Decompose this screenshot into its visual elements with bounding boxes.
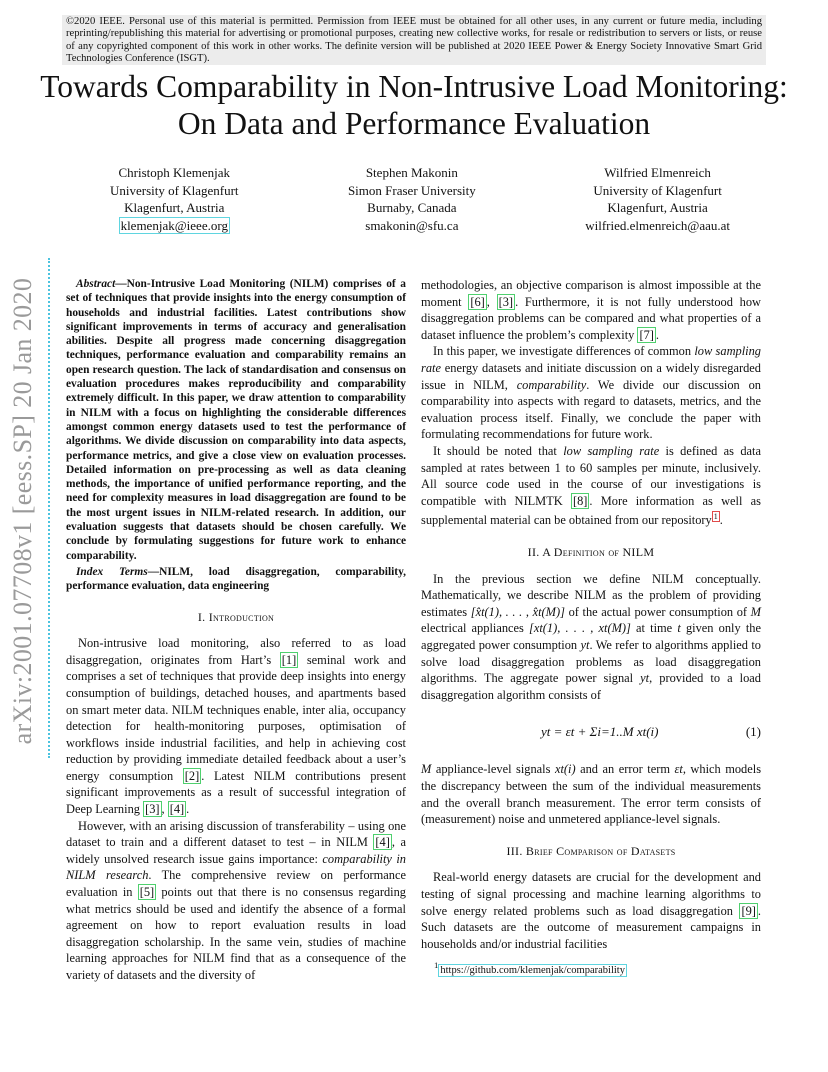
- citation-link[interactable]: [3]: [498, 294, 514, 309]
- author-affiliation: Simon Fraser University: [347, 182, 476, 198]
- section-heading-introduction: I. Introduction: [197, 609, 275, 624]
- text-span: .: [655, 327, 659, 342]
- author-3: [585, 164, 730, 234]
- equation-1: [421, 709, 761, 755]
- emphasis: low sampling rate: [421, 344, 761, 375]
- author-block: [110, 164, 730, 234]
- emphasis: comparability in NILM research: [66, 851, 406, 883]
- text-span: methodologies, an objective comparison is almost impossible at the moment: [421, 278, 761, 309]
- author-email: wilfried.elmenreich@aau.at: [585, 217, 730, 233]
- text-span: of the actual power consumption of: [564, 604, 751, 619]
- author-1: [110, 164, 239, 234]
- citation-link[interactable]: [5]: [139, 885, 155, 900]
- index-terms-lead: Index Terms: [76, 565, 148, 578]
- author-affiliation: University of Klagenfurt: [110, 182, 239, 198]
- author-email: smakonin@sfu.ca: [365, 217, 459, 233]
- text-span: . Such datasets are the outcome of measurement campaigns in households and/or industrial facilities: [421, 903, 761, 951]
- text-span: . Latest NILM contributions present significant improvements as a result of successful integration of Deep Learning: [66, 768, 407, 817]
- math-inline: yt: [580, 638, 590, 652]
- text-span: . Furthermore, it is not fully understood how disaggregation problems can be compared and what properties of a dataset influence the problem’s complexity: [421, 294, 761, 342]
- text-span: .: [186, 802, 190, 817]
- abstract: [66, 277, 406, 563]
- left-column: [66, 277, 406, 984]
- definition-paragraph-2: [421, 761, 761, 827]
- text-span: Non-intrusive load monitoring, also referred to as load disaggregation, originates from Hart’s: [66, 636, 406, 667]
- footnote: [434, 960, 627, 976]
- citation-link[interactable]: [7]: [639, 327, 654, 342]
- author-name: Wilfried Elmenreich: [604, 165, 711, 180]
- author-name: Stephen Makonin: [365, 165, 458, 180]
- arxiv-identifier[interactable]: arXiv:2001.07708v1 [eess.SP] 20 Jan 2020: [8, 277, 37, 745]
- citation-link[interactable]: [3]: [145, 802, 160, 817]
- text-span: ,: [486, 294, 497, 309]
- copyright-notice: ©2020 IEEE. Personal use of this material is permitted. Permission from IEEE must be obtained for all other uses, in any current or future media, including reprinting/republishing this material for advertising or promotional purposes, creating new collective works, for resale or redistribution to servers or lists, or reuse of any copyrighted component of this work in other works. The definite version will be published at 2020 IEEE Power & Energy Society Innovative Smart Grid Technologies Conference (ISGT).: [62, 15, 766, 65]
- index-terms: [66, 565, 406, 594]
- text-span: . We refer to algorithms applied to solve load disaggregation problems as load disaggregation algorithms. The aggregate power signal: [421, 638, 761, 686]
- author-location: Klagenfurt, Austria: [124, 200, 225, 215]
- author-affiliation: University of Klagenfurt: [593, 182, 722, 198]
- index-terms-text: —NILM, load disaggregation, comparability, performance evaluation, data engineering: [66, 565, 406, 593]
- intro-paragraph-1: [66, 635, 406, 818]
- right-paragraph-2: [421, 343, 761, 443]
- math-inline: εt: [674, 762, 683, 777]
- text-span: is defined as data sampled at rates between 1 to 60 samples per minute, inclusively. All source code used in the course of our investigations is compatible with NILMTK: [421, 443, 761, 508]
- text-span: . The comprehensive review on performance evaluation in: [66, 868, 406, 900]
- right-column: [421, 277, 761, 952]
- text-span: . We divide our discussion on comparability into aspects with regard to datasets, metrics, and the evaluation process itself. Finally, we conclude the paper with formulating recommendations for future work.: [421, 377, 761, 442]
- text-span: Real-world energy datasets are crucial for the development and testing of signal processing and machine learning algorithms to solve energy related problems such as load disaggregation: [421, 870, 761, 918]
- text-span: ,: [161, 802, 168, 817]
- math-inline: xt(i): [554, 762, 576, 777]
- math-inline: [xt(1), . . . , xt(M)]: [529, 621, 631, 636]
- citation-link[interactable]: [4]: [375, 835, 390, 850]
- text-span: , provided to a load disaggregation algorithm consists of: [421, 671, 761, 702]
- citation-link[interactable]: [6]: [470, 294, 485, 309]
- author-2: [348, 164, 476, 234]
- emphasis: comparability: [516, 377, 587, 392]
- text-span: In this paper, we investigate differences of common: [433, 344, 695, 359]
- footnote-mark: 1: [434, 960, 439, 970]
- section-heading-datasets: III. Brief Comparison of Datasets: [506, 843, 676, 858]
- text-span: It should be noted that: [433, 443, 564, 458]
- math-inline: yt: [640, 671, 650, 686]
- text-span: , which models the discrepancy between the sum of the individual measurements and the overall branch measurement. The error term consists of (measurement) noise and unmetered appliance-level signals.: [421, 762, 762, 827]
- citation-link[interactable]: [2]: [184, 768, 200, 783]
- citation-link[interactable]: [1]: [281, 652, 297, 667]
- equation-number: (1): [745, 724, 761, 740]
- intro-paragraph-2: [66, 818, 406, 984]
- math-inline: t: [677, 621, 681, 636]
- citation-link[interactable]: [4]: [169, 802, 185, 817]
- text-span: seminal work and comprises a set of techniques that provide deep insights into energy consumption of buildings, detached houses, and apartments based on smart meter data. NILM techniques enable, inter alia, occupancy detection for health-monitoring purposes, optimisation of workflows inside industrial facilities, and help in achieving cost reduction by providing immediate detailed feedback about a user’s energy consumption: [66, 652, 407, 783]
- text-span: and an error term: [575, 762, 675, 777]
- text-span: . More information as well as supplemental material can be obtained from our repository: [421, 493, 761, 528]
- definition-paragraph-1: [421, 571, 761, 704]
- abstract-lead: Abstract: [76, 278, 116, 290]
- author-email-link[interactable]: klemenjak@ieee.org: [120, 217, 228, 233]
- datasets-paragraph-1: [421, 869, 761, 952]
- math-inline: M: [421, 762, 432, 777]
- text-span: at time: [630, 621, 678, 636]
- text-span: appliance-level signals: [431, 762, 555, 777]
- citation-link[interactable]: [8]: [572, 493, 588, 508]
- text-span: In the previous section we define NILM conceptually. Mathematically, we describe NILM as the problem of providing estimates: [421, 571, 761, 619]
- text-span: points out that there is no consensus regarding what metrics should be used and identify the absence of a formal agreement on how to report evaluation results in load disaggregation scholarship. In the same vein, studies of machine learning approaches for NILM find that as a consequence of the variety of datasets and the diversity of: [66, 885, 406, 982]
- right-paragraph-1: [421, 277, 761, 343]
- emphasis: low sampling rate: [563, 443, 660, 458]
- author-location: Burnaby, Canada: [367, 200, 457, 215]
- text-span: , a widely unsolved research issue gains importance:: [66, 835, 406, 866]
- abstract-text: —Non-Intrusive Load Monitoring (NILM) comprises of a set of techniques that provide insights into the energy consumption of households and industrial facilities. Latest contributions show significant improvements in terms of accuracy and generalisation abilities. Despite all progress made concerning disaggregation techniques, performance evaluation and comparability remains an open research question. The lack of standardisation and consensus on evaluation procedures makes reproducibility and comparability extremely difficult. In this paper, we draw attention to comparability in NILM with a focus on highlighting the considerable differences amongst common energy datasets used to test the performance of algorithms. We divide discussion on comparability into data aspects, performance metrics, and give a close view on evaluation processes. Detailed information on pre-processing as well as data cleaning methods, the importance of unified performance reporting, and the need for complexity measures in load disaggregation are found to be the most urgent issues in NILM-related research. In addition, our evaluation suggests that datasets should be chosen carefully. We conclude by formulating suggestions for future work to enhance comparability.: [66, 278, 406, 562]
- text-span: given only the aggregated power consumption: [421, 621, 761, 652]
- text-span: electrical appliances: [421, 621, 530, 636]
- right-paragraph-3: [421, 443, 761, 529]
- paper-title: Towards Comparability in Non-Intrusive Load Monitoring: On Data and Performance Evaluation: [40, 69, 788, 141]
- math-inline: [x̂t(1), . . . , x̂t(M)]: [470, 604, 565, 619]
- author-name: Christoph Klemenjak: [118, 165, 231, 180]
- repository-link[interactable]: https://github.com/klemenjak/comparability: [440, 964, 625, 976]
- citation-link[interactable]: [9]: [741, 903, 756, 918]
- text-span: However, with an arising discussion of transferability – using one dataset to train and a different dataset to test – in NILM: [66, 818, 406, 850]
- equation-body: yt = εt + Σi=1..M xt(i): [541, 724, 659, 740]
- section-heading-definition: II. A Definition of NILM: [527, 545, 655, 560]
- text-span: energy datasets and initiate discussion on a widely disregarded issue in NILM,: [421, 360, 761, 392]
- footnote-link[interactable]: 1: [713, 512, 718, 522]
- math-inline: M: [750, 604, 761, 619]
- author-location: Klagenfurt, Austria: [607, 200, 708, 215]
- text-span: .: [719, 513, 723, 528]
